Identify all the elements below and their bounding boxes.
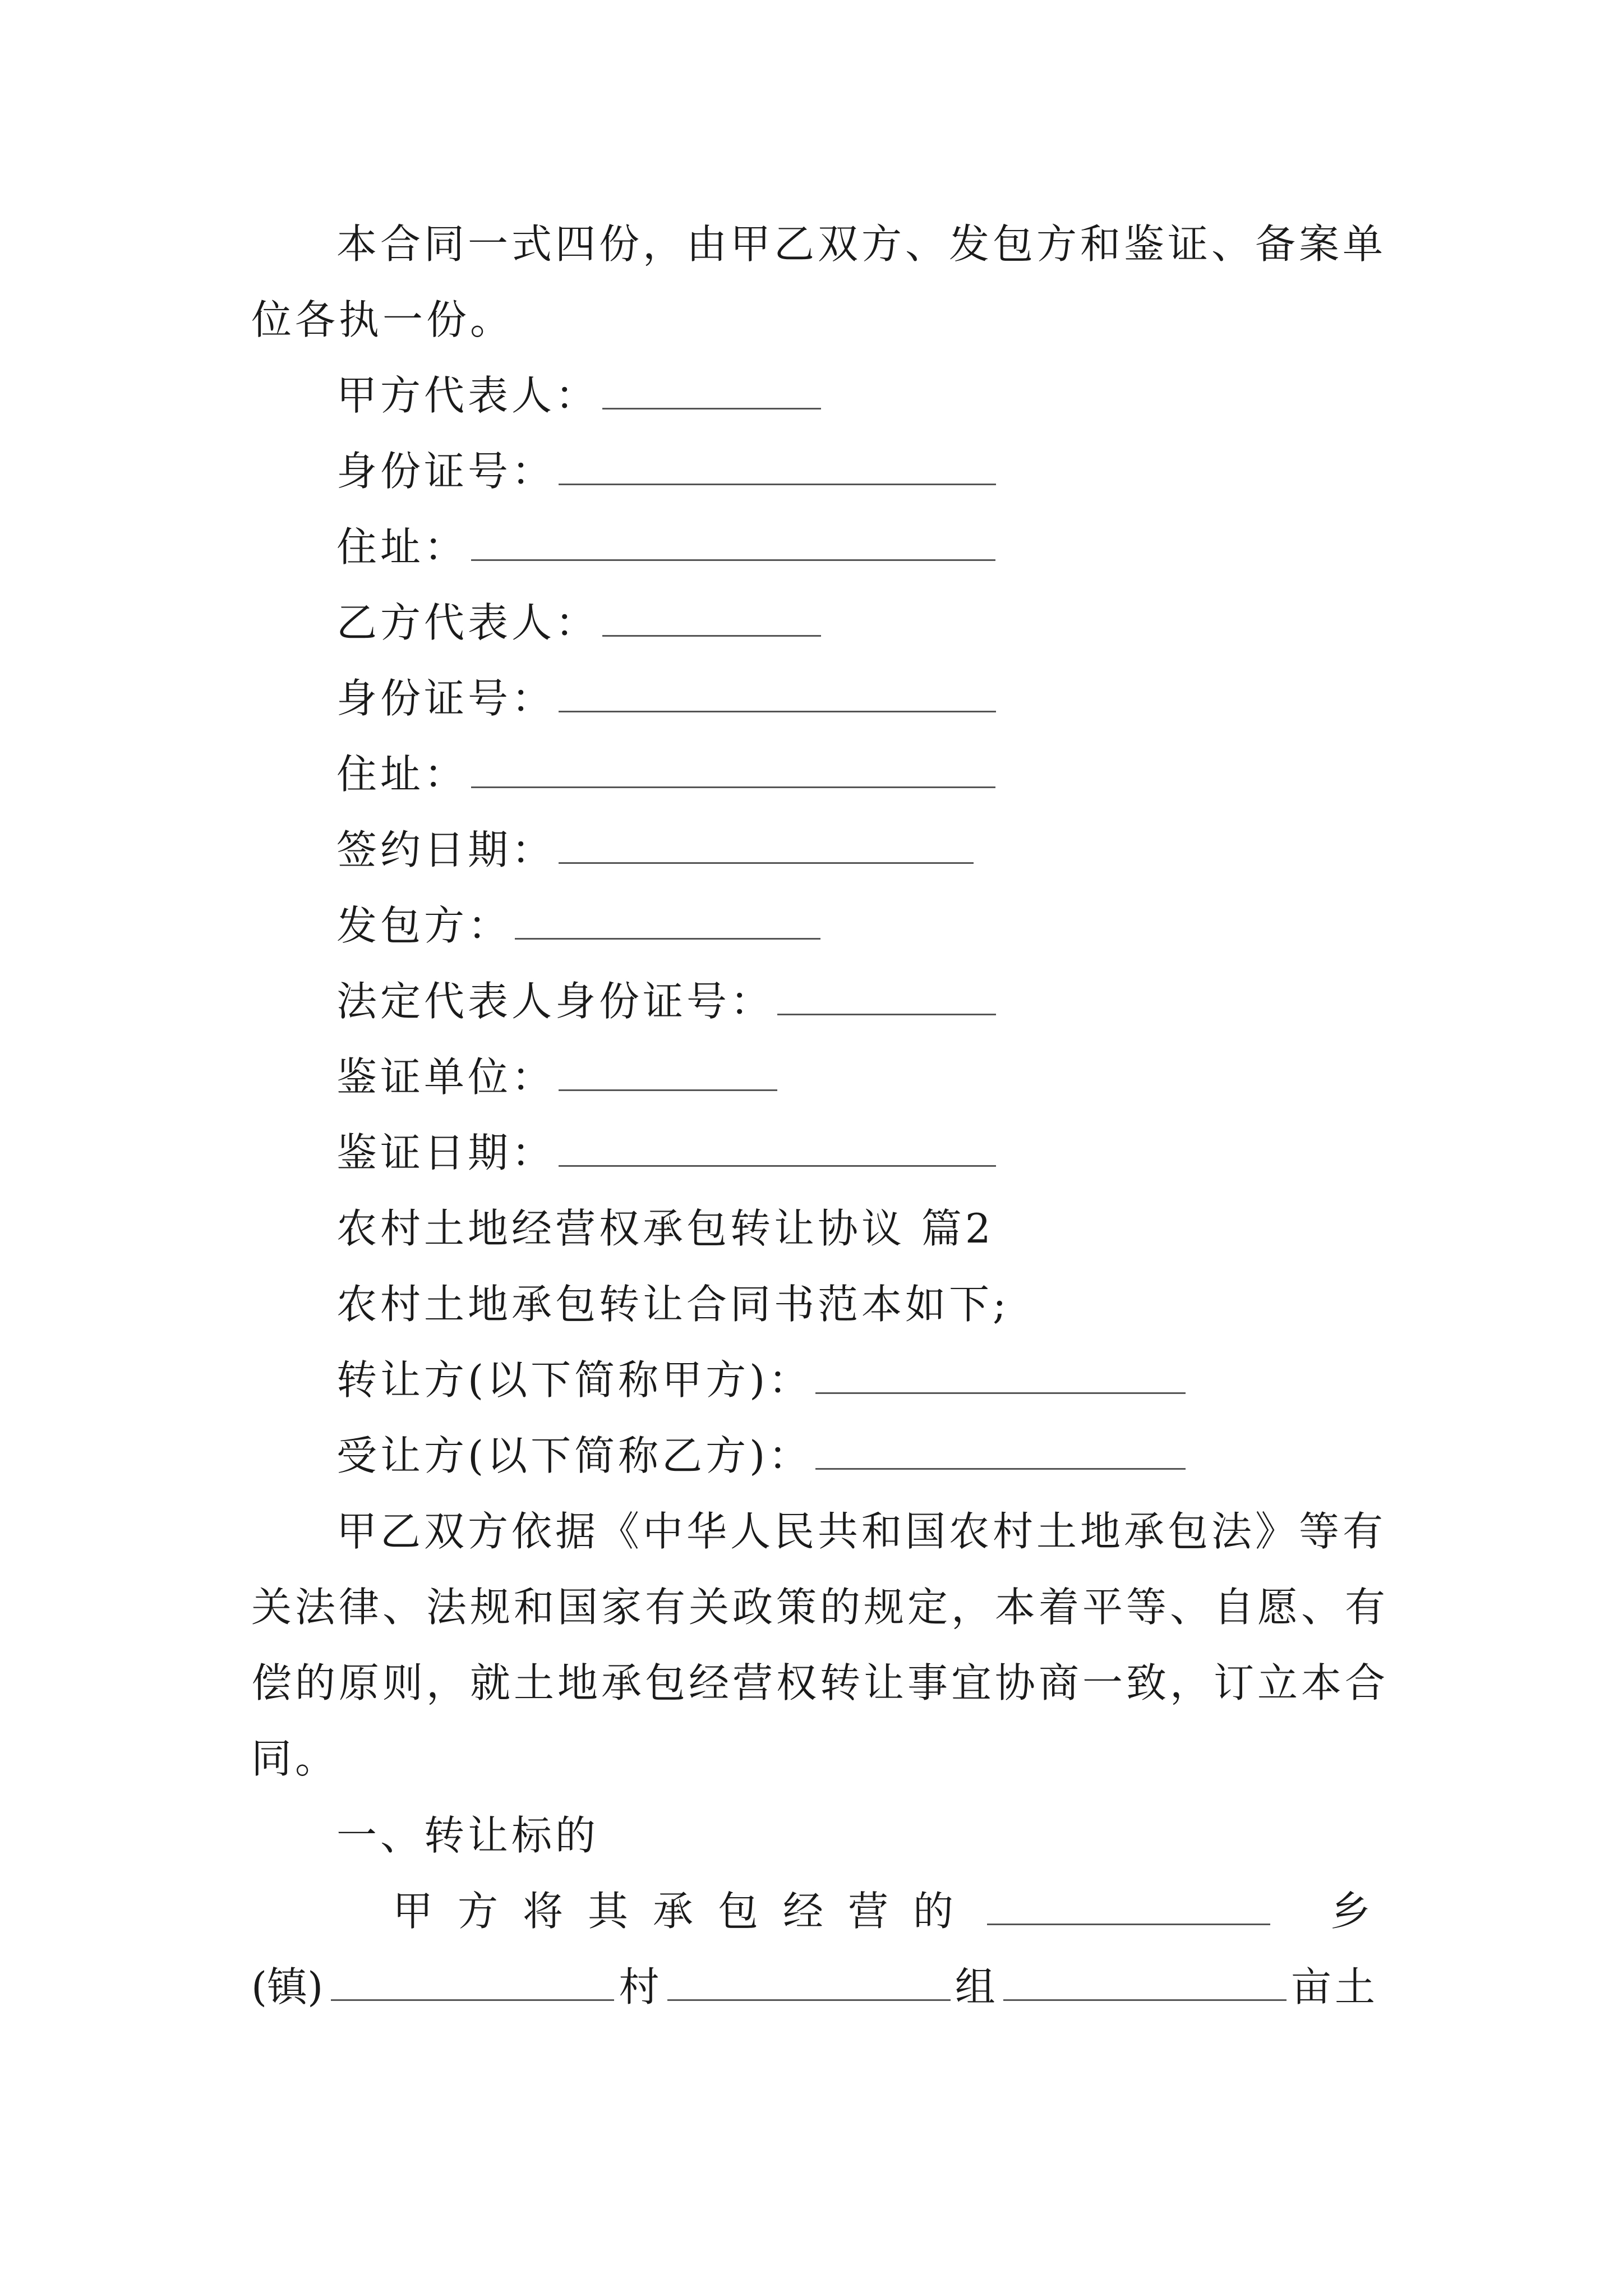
blank-line	[602, 598, 821, 637]
blank-line	[815, 1431, 1186, 1470]
blank-line	[559, 825, 974, 864]
field-notary-unit	[336, 1049, 777, 1105]
blank-line	[331, 1962, 614, 2001]
field-label: 身份证号：	[336, 675, 556, 722]
field-party-b-address	[336, 746, 995, 802]
blank-line	[667, 1962, 951, 2001]
subject-village-label: 村	[619, 1963, 660, 2010]
field-party-b-rep	[336, 595, 821, 651]
blank-line	[559, 1052, 777, 1091]
paragraph-basis-line4: 同。	[251, 1735, 339, 1782]
paragraph-basis-line1: 甲乙双方依据《中华人民共和国农村土地承包法》等有	[336, 1508, 1387, 1555]
field-label: 法定代表人身份证号：	[336, 978, 774, 1025]
paragraph-basis-line3: 偿的原则，就土地承包经营权转让事宜协商一致，订立本合	[251, 1659, 1389, 1706]
section-title: 农村土地经营权承包转让协议 篇2	[336, 1205, 994, 1252]
field-label: 住址：	[336, 751, 468, 798]
field-label: 甲方代表人：	[336, 372, 600, 419]
field-legal-rep-id	[336, 973, 996, 1029]
blank-line	[1003, 1962, 1287, 2001]
field-label: 签约日期：	[336, 826, 556, 873]
field-party-a-address	[336, 519, 995, 575]
paragraph-subject-line2	[251, 1959, 1378, 2015]
field-label: 身份证号：	[336, 448, 556, 495]
field-sign-date	[336, 822, 974, 878]
subject-town-label: (镇)	[251, 1963, 324, 2010]
blank-line	[471, 522, 995, 561]
field-notary-date	[336, 1125, 996, 1181]
field-label: 发包方：	[336, 902, 512, 949]
heading-transfer-subject: 一、转让标的	[336, 1812, 600, 1859]
field-party-a-id	[336, 443, 996, 499]
blank-line	[559, 674, 996, 712]
blank-line	[471, 749, 995, 788]
paragraph-subject-line1	[393, 1883, 1374, 1939]
field-label: 转让方(以下简称甲方)：	[336, 1356, 813, 1404]
subject-text: 甲方将其承包经营的	[393, 1888, 979, 1935]
field-party-b-id	[336, 670, 996, 726]
intro-line: 农村土地承包转让合同书范本如下;	[336, 1281, 1010, 1328]
blank-line	[987, 1887, 1270, 1925]
field-transferee	[336, 1428, 1186, 1484]
paragraph-basis-line2: 关法律、法规和国家有关政策的规定，本着平等、自愿、有	[251, 1584, 1389, 1631]
blank-line	[602, 371, 821, 409]
paragraph-copies-line1: 本合同一式四份，由甲乙双方、发包方和鉴证、备案单	[336, 220, 1387, 268]
blank-line	[559, 1128, 996, 1167]
field-party-a-rep	[336, 367, 821, 424]
blank-line	[777, 977, 996, 1015]
field-label: 鉴证日期：	[336, 1129, 556, 1176]
blank-line	[515, 901, 820, 940]
paragraph-copies-line2: 位各执一份。	[251, 296, 514, 343]
field-label: 鉴证单位：	[336, 1053, 556, 1101]
subject-group-label: 组	[955, 1963, 995, 2010]
field-transferor	[336, 1352, 1186, 1408]
field-label: 受让方(以下简称乙方)：	[336, 1432, 813, 1479]
blank-line	[559, 447, 996, 485]
blank-line	[815, 1355, 1186, 1394]
field-label: 乙方代表人：	[336, 599, 600, 646]
field-contractor	[336, 898, 820, 954]
subject-mu-label: 亩土	[1290, 1963, 1378, 2010]
field-label: 住址：	[336, 523, 468, 570]
subject-town-suffix: 乡	[1330, 1888, 1374, 1935]
